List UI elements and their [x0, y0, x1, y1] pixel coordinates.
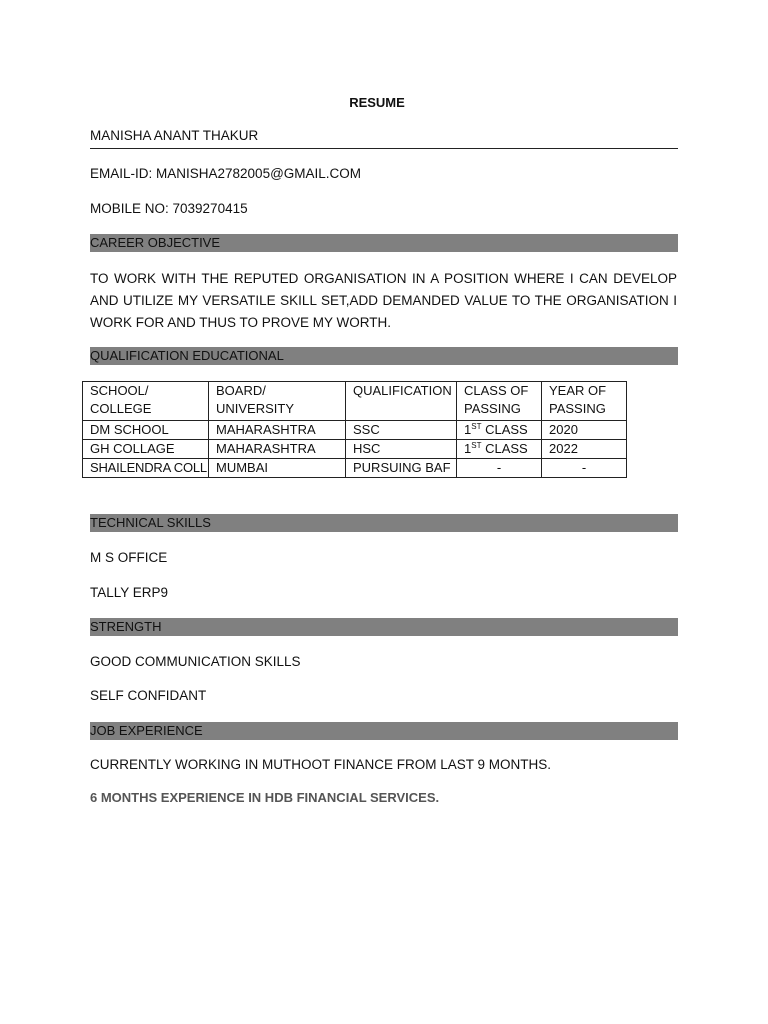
table-header-row — [83, 382, 627, 421]
strength-item: GOOD COMMUNICATION SKILLS — [90, 654, 301, 669]
cell-board: MUMBAI — [209, 459, 346, 478]
cell-qualification: PURSUING BAF — [346, 459, 457, 478]
strength-item: SELF CONFIDANT — [90, 688, 207, 703]
job-experience-heading: JOB EXPERIENCE — [90, 722, 678, 740]
experience-item: CURRENTLY WORKING IN MUTHOOT FINANCE FROM LAST 9 MONTHS. — [90, 757, 552, 772]
qualification-table — [82, 381, 627, 478]
cell-class: 1ST CLASS — [457, 421, 542, 440]
cell-year: 2022 — [542, 440, 627, 459]
cell-school: SHAILENDRA COLL — [83, 459, 209, 478]
cell-class: - — [457, 459, 542, 478]
header-qualification: QUALIFICATION — [346, 382, 457, 421]
email-line: EMAIL-ID: MANISHA2782005@GMAIL.COM — [90, 166, 362, 181]
cell-year: 2020 — [542, 421, 627, 440]
technical-skills-heading: TECHNICAL SKILLS — [90, 514, 678, 532]
table-row — [83, 440, 627, 459]
cell-board: MAHARASHTRA — [209, 440, 346, 459]
header-class: CLASS OF PASSING — [457, 382, 542, 421]
skill-item: M S OFFICE — [90, 550, 168, 565]
career-objective-text: TO WORK WITH THE REPUTED ORGANISATION IN A POSITION WHERE I CAN DEVELOP AND UTILIZE MY VERSATILE SKILL SET,ADD DEMANDED VALUE TO THE ORGANISATION I WORK FOR AND THUS TO PROVE MY WORTH. — [90, 271, 677, 330]
cell-qualification: SSC — [346, 421, 457, 440]
cell-board: MAHARASHTRA — [209, 421, 346, 440]
mobile-line: MOBILE NO: 7039270415 — [90, 201, 248, 216]
cell-qualification: HSC — [346, 440, 457, 459]
document-title: RESUME — [349, 95, 405, 110]
skill-item: TALLY ERP9 — [90, 585, 169, 600]
cell-year: - — [542, 459, 627, 478]
qualification-heading: QUALIFICATION EDUCATIONAL — [90, 347, 678, 365]
career-objective-heading: CAREER OBJECTIVE — [90, 234, 678, 252]
candidate-name: MANISHA ANANT THAKUR — [90, 128, 259, 143]
name-underline — [90, 148, 678, 149]
header-school: SCHOOL/ COLLEGE — [83, 382, 209, 421]
cell-school: DM SCHOOL — [83, 421, 209, 440]
cell-school: GH COLLAGE — [83, 440, 209, 459]
cell-class: 1ST CLASS — [457, 440, 542, 459]
table-row — [83, 459, 627, 478]
table-row — [83, 421, 627, 440]
header-year: YEAR OF PASSING — [542, 382, 627, 421]
strength-heading: STRENGTH — [90, 618, 678, 636]
header-board: BOARD/ UNIVERSITY — [209, 382, 346, 421]
experience-item: 6 MONTHS EXPERIENCE IN HDB FINANCIAL SERVICES. — [90, 790, 440, 805]
